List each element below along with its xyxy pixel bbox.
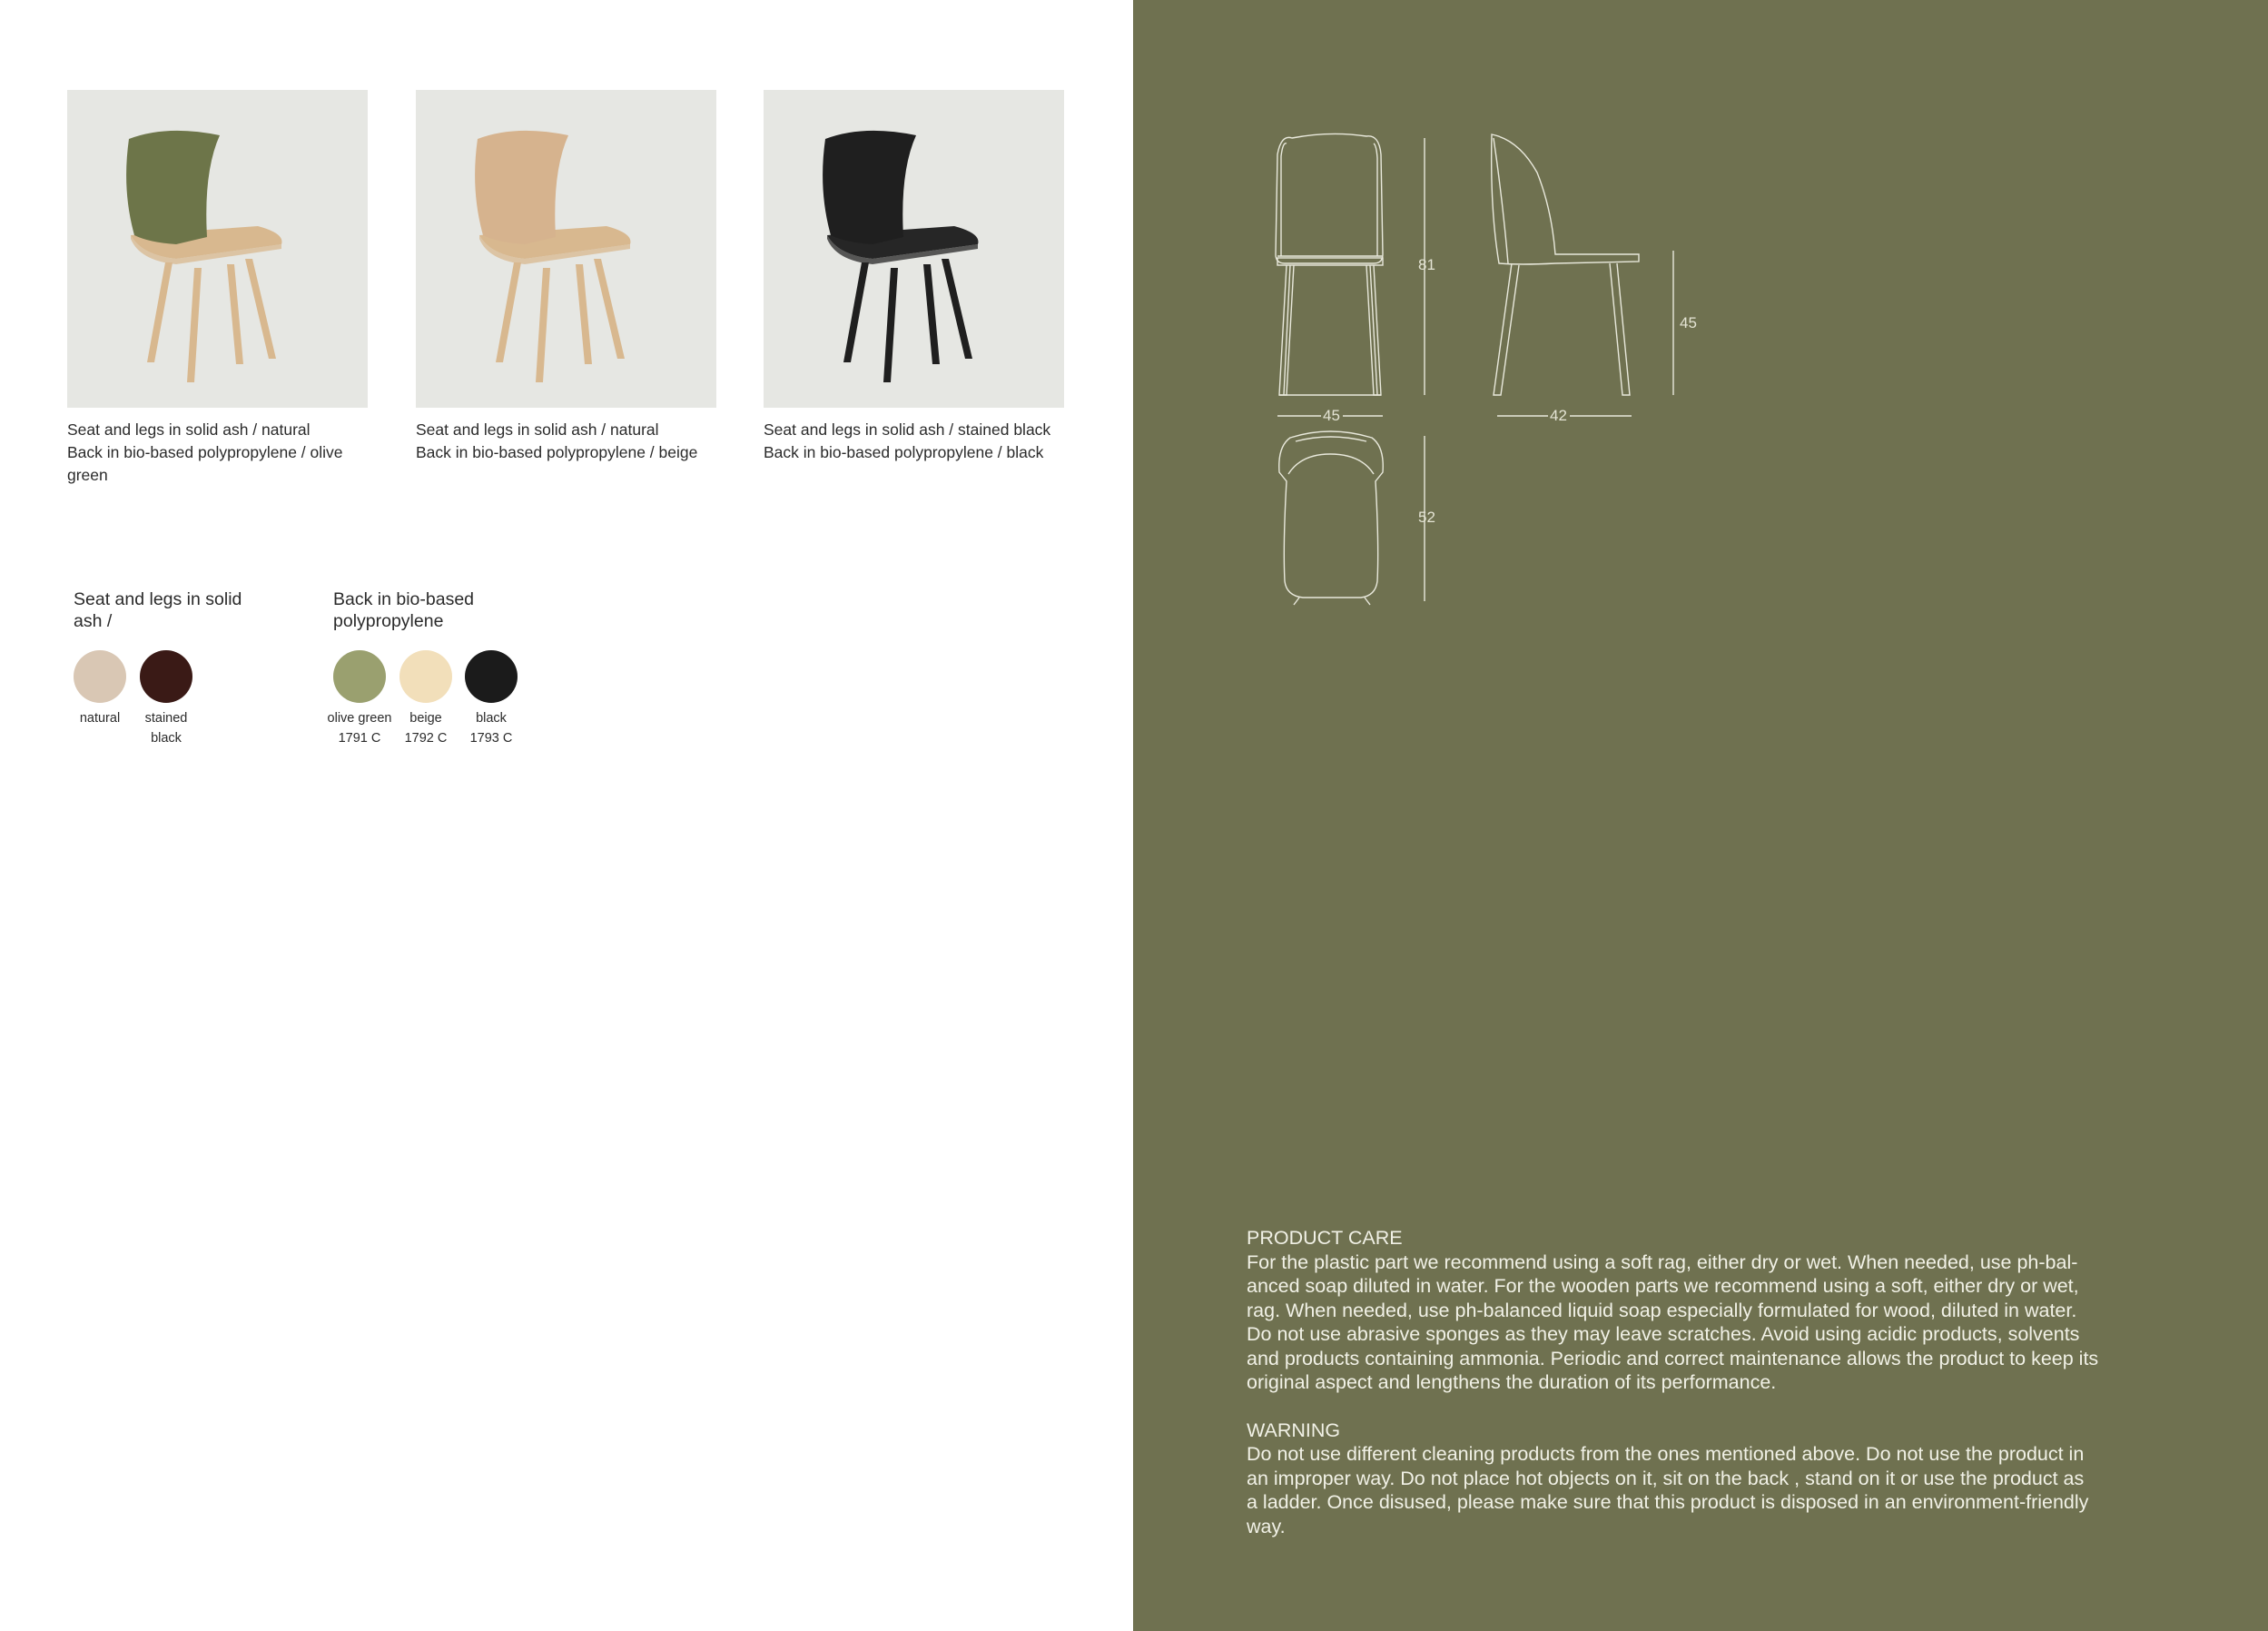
swatch-dot (465, 650, 518, 703)
product-care-heading: PRODUCT CARE (1247, 1227, 1403, 1249)
chair-image (67, 90, 368, 408)
care-line: and products containing ammonia. Periodic and correct maintenance allows the product to keep its (1247, 1347, 2099, 1369)
front-view-drawing (1276, 133, 1383, 395)
back-description: Back in bio-based polypropylene / beige (416, 443, 698, 461)
seat-description: Seat and legs in solid ash / natural (416, 420, 659, 439)
warning-line: a ladder. Once disused, please make sure that this product is disposed in an environment-friendly (1247, 1491, 2089, 1513)
warning-line: an improper way. Do not place hot objects on it, sit on the back , stand on it or use the product as (1247, 1467, 2085, 1489)
side-view-drawing (1492, 134, 1639, 395)
chair-image (416, 90, 716, 408)
warning-line: Do not use different cleaning products from the ones mentioned above. Do not use the product in (1247, 1443, 2085, 1465)
care-instructions (1247, 1226, 2155, 1538)
care-line: For the plastic part we recommend using a soft rag, either dry or wet. When needed, use ph-bal- (1247, 1250, 2078, 1273)
swatch-label-beige: beige 1792 C (404, 711, 448, 746)
product-card-beige (416, 90, 716, 464)
swatch-label-stained-black: stained black (144, 711, 188, 746)
swatch-label-black: black 1793 C (469, 711, 513, 746)
seat-description: Seat and legs in solid ash / stained black (764, 420, 1051, 439)
chair-photo-black (764, 90, 1064, 408)
dim-height: 81 (1418, 256, 1435, 273)
product-card-black (764, 90, 1064, 464)
technical-drawing (1247, 118, 1737, 627)
swatch-olive-green (333, 650, 386, 703)
swatch-dot (140, 650, 192, 703)
plastic-finish-title: Back in bio-based polypropylene (333, 589, 475, 631)
dimension-drawings (1247, 118, 1737, 627)
dim-side-depth: 42 (1550, 407, 1567, 424)
chair-photo-beige (416, 90, 716, 408)
swatch-beige (399, 650, 452, 703)
back-description-cont: green (67, 466, 108, 484)
product-caption (67, 419, 368, 487)
top-view-drawing (1279, 431, 1384, 605)
care-line: anced soap diluted in water. For the wooden parts we recommend using a soft, either dry or wet, (1247, 1275, 2079, 1297)
left-page (0, 0, 1133, 1631)
swatch-dot (74, 650, 126, 703)
swatch-label-olive-green: olive green 1791 C (327, 711, 392, 746)
dim-front-width: 45 (1323, 407, 1340, 424)
warning-heading: WARNING (1247, 1418, 1341, 1441)
seat-description: Seat and legs in solid ash / natural (67, 420, 311, 439)
swatch-natural (74, 650, 126, 703)
care-line: rag. When needed, use ph-balanced liquid soap especially formulated for wood, diluted in water. (1247, 1299, 2077, 1321)
care-line: original aspect and lengthens the duration of its performance. (1247, 1371, 1777, 1393)
dim-top-depth: 52 (1418, 509, 1435, 526)
swatch-stained-black (140, 650, 192, 703)
swatch-label-natural: natural (79, 711, 121, 726)
chair-photo-olive (67, 90, 368, 408)
product-caption (416, 419, 716, 464)
back-description: Back in bio-based polypropylene / black (764, 443, 1044, 461)
dim-seat-height: 45 (1680, 314, 1697, 331)
product-card-olive (67, 90, 368, 487)
warning-line: way. (1247, 1515, 1286, 1537)
product-caption (764, 419, 1064, 464)
back-description: Back in bio-based polypropylene / olive (67, 443, 343, 461)
chair-image (764, 90, 1064, 408)
swatch-dot (399, 650, 452, 703)
spacer (1247, 1395, 2155, 1418)
swatch-black (465, 650, 518, 703)
swatch-dot (333, 650, 386, 703)
care-line: Do not use abrasive sponges as they may leave scratches. Avoid using acidic products, solvents (1247, 1323, 2080, 1345)
wood-finish-title: Seat and legs in solid ash / (74, 589, 242, 631)
